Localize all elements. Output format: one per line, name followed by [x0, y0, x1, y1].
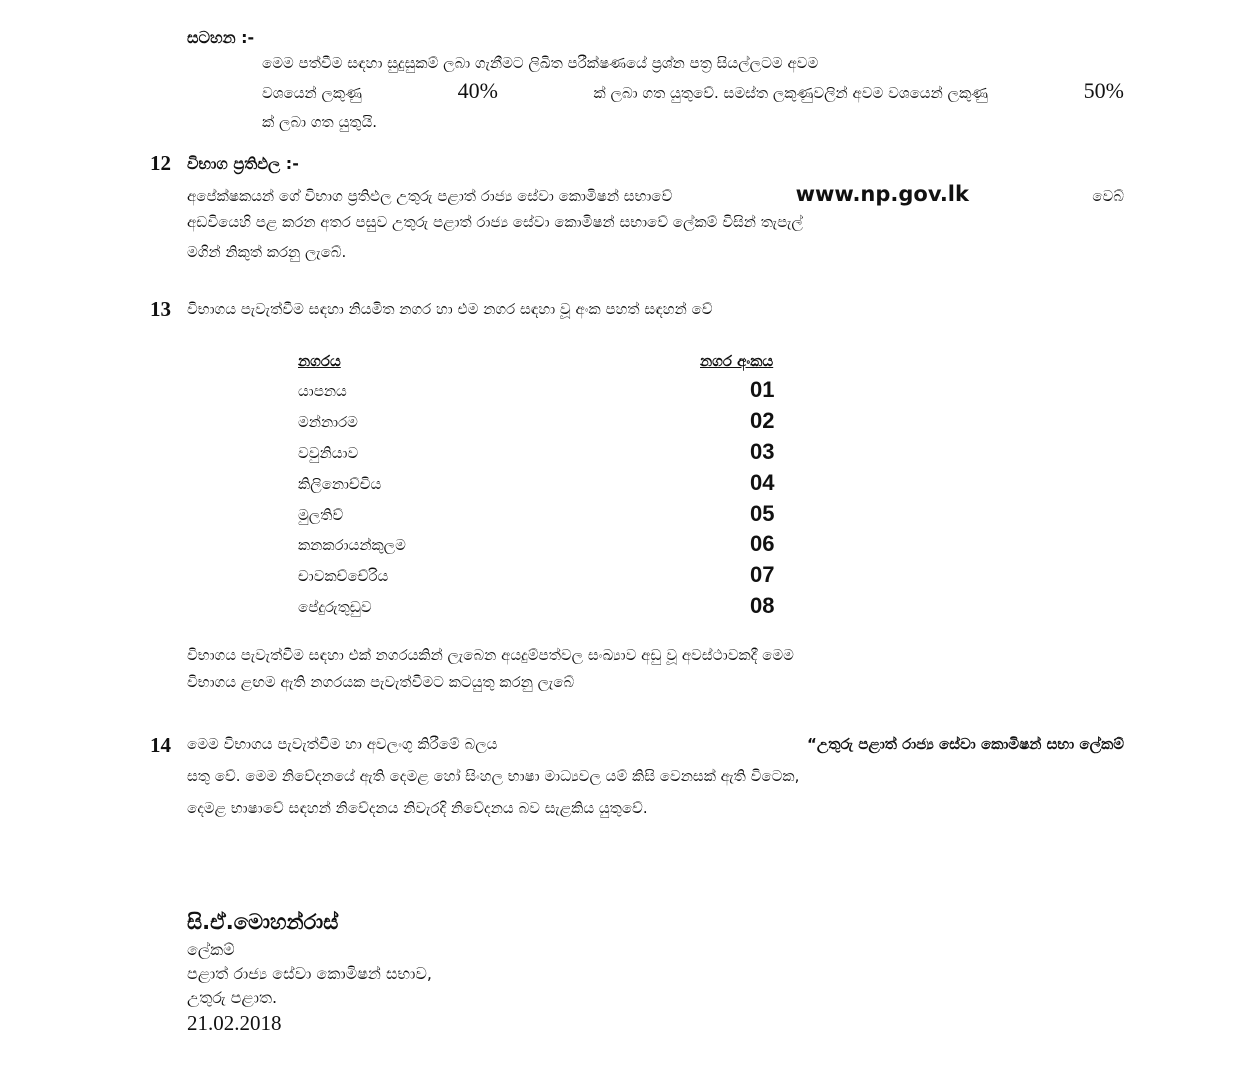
section-13-para-line-2: විභාගය ළඟම ඇති නගරයක පැවැත්වීමට කටයුතු කරනු ලැබේ: [187, 673, 575, 691]
note-pct-40: 40%: [457, 78, 498, 103]
section-14-line-2-text: සතු වේ. මෙම නිවේදනයේ ඇති දෙමළ හෝ සිංහල භාෂා මාධ්‍යවල යම් කිසි වෙනසක් ඇති විටෙක,: [187, 767, 800, 785]
section-12-line-1b: වෙබ්: [1092, 187, 1124, 205]
column-header-code: නගර අංකය: [700, 352, 774, 370]
section-13-para-line-1: [187, 648, 1124, 663]
section-14-line-1: [187, 737, 1124, 752]
note-heading: සටහන :-: [187, 28, 255, 47]
city-code: 06: [750, 531, 775, 556]
column-header-city: නගරය: [298, 352, 341, 370]
city-name: කනකරායන්කුලම: [298, 536, 406, 554]
signatory-name: සි.ඒ.මොහන්රාස්: [187, 910, 339, 934]
city-name: පේදුරුතුඩුව: [298, 598, 372, 616]
signatory-province: උතුරු පළාත.: [187, 988, 278, 1007]
signatory-organization: පළාත් රාජ්‍ය සේවා කොමිෂන් සභාව,: [187, 964, 432, 983]
city-name: මුලතිව්: [298, 506, 344, 524]
section-14-line-1a: මෙම විභාගය පැවැත්වීම හා අවලංගු කිරීමේ බලය: [187, 735, 498, 753]
city-name: වවුනියාව: [298, 444, 359, 462]
city-code: 04: [750, 470, 775, 495]
section-14-line-3: දෙමළ භාෂාවේ සඳහන් නිවේදනය නිවැරදි නිවේදනය බව සැළකිය යුතුවේ.: [187, 799, 648, 817]
note-line-2: [262, 80, 1124, 102]
section-13-para-line-1-text: විභාගය පැවැත්වීම සඳහා එක් නගරයකින් ලැබෙන අයදුම්පත්වල සංඛ්‍යාව අඩු වූ අවස්ථාවකදී මෙම: [187, 646, 794, 664]
city-name: මන්නාරම: [298, 413, 358, 431]
note-line-1-text: මෙම පත්වීම සඳහා සුදුසුකම් ලබා ගැනීමට ලිඛිත පරීක්ෂණයේ ප්‍රශ්න පත්‍ර සියල්ලටම අවම: [262, 54, 819, 72]
section-14-line-2: [187, 769, 1124, 784]
section-12-line-1a: අපේක්ෂකයන් ගේ විභාග ප්‍රතිඵල උතුරු පළාත් රාජ්‍ය සේවා කොමිෂන් සභාවේ: [187, 187, 673, 205]
section-12-number: 12: [150, 151, 171, 175]
city-code: 07: [750, 562, 775, 587]
city-name: කිලිනොච්චිය: [298, 475, 382, 493]
section-12-line-3: මගින් නිකුත් කරනු ලැබේ.: [187, 243, 347, 261]
website-url: www.np.gov.lk: [795, 182, 969, 206]
section-12-line-1: [187, 184, 1124, 205]
note-pct-50: 50%: [1083, 78, 1124, 103]
city-code: 01: [750, 377, 775, 402]
section-12-line-2: [187, 215, 1124, 230]
section-13-number: 13: [150, 297, 171, 321]
note-line-1: [262, 56, 1124, 71]
section-14-quote: “උතුරු පළාත් රාජ්‍ය සේවා කොමිෂන් සභා ලේකම්: [807, 735, 1124, 753]
section-12-line-2-text: අඩවියෙහි පළ කරන අතර පසුව උතුරු පළාත් රාජ්‍ය සේවා කොමිෂන් සභාවේ ලේකම් විසින් තැපැල්: [187, 213, 803, 231]
note-line-3: ක් ලබා ගත යුතුයි.: [262, 113, 378, 131]
note-line-2b: ක් ලබා ගත යුතුවේ. සමස්ත ලකුණුවලින් අවම වශයෙන් ලකුණු: [593, 84, 989, 102]
city-code: 03: [750, 439, 775, 464]
city-code: 05: [750, 501, 775, 526]
city-code: 08: [750, 593, 775, 618]
city-name: චාවකච්චේරිය: [298, 567, 389, 585]
signatory-title: ලේකම්: [187, 940, 235, 959]
city-name: යාපනය: [298, 382, 347, 400]
section-13-line-1: විභාගය පැවැත්වීම සඳහා නියමිත නගර හා එම නගර සඳහා වූ අංක පහත් සඳහන් වේ: [187, 300, 713, 318]
section-14-number: 14: [150, 733, 171, 757]
city-code: 02: [750, 408, 775, 433]
section-12-heading: විභාග ප්‍රතිඵල :-: [187, 154, 299, 173]
document-date: 21.02.2018: [187, 1011, 282, 1035]
note-line-2a: වශයෙන් ලකුණු: [262, 84, 362, 102]
